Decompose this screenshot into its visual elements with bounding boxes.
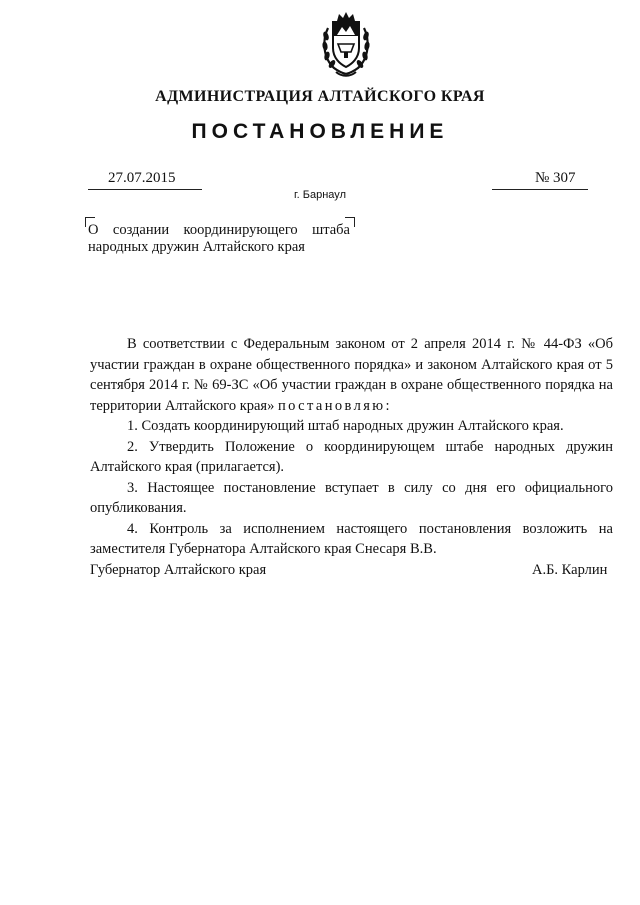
signatory-title: Губернатор Алтайского края bbox=[90, 562, 267, 578]
signatory-name: А.Б. Карлин bbox=[532, 562, 608, 578]
subject-word: штаба bbox=[312, 222, 350, 238]
document-body bbox=[90, 334, 613, 560]
decree-item: 4. Контроль за исполнением настоящего постановления возложить на заместителя Губернатора Алтайского края Снесаря В.В. bbox=[90, 520, 613, 557]
subject-word: создании bbox=[112, 222, 170, 238]
decree-word: постановляю: bbox=[277, 397, 392, 414]
organization-name: АДМИНИСТРАЦИЯ АЛТАЙСКОГО КРАЯ bbox=[155, 88, 485, 105]
preamble-paragraph bbox=[90, 334, 613, 416]
subject-word: О bbox=[88, 222, 99, 238]
city-label: г. Барнаул bbox=[294, 189, 346, 201]
preamble-text: В соответствии с Федеральным законом от 2 апреля 2014 г. № 44-ФЗ «Об участии граждан в охране общественного порядка» и законом Алтайского края от 5 сентября 2014 г. № 69-ЗС «Об участии граждан в охране общественного порядка на территории Алтайского края» bbox=[90, 336, 613, 414]
subject-block bbox=[88, 222, 350, 256]
decree-item: 1. Создать координирующий штаб народных дружин Алтайского края. bbox=[127, 418, 564, 434]
subject-line-1 bbox=[88, 222, 350, 239]
subject-line-2: народных дружин Алтайского края bbox=[88, 239, 305, 255]
document-type-title: ПОСТАНОВЛЕНИЕ bbox=[191, 120, 449, 143]
decree-item: 3. Настоящее постановление вступает в силу со дня его официального опубликования. bbox=[90, 479, 613, 516]
document-number: № 307 bbox=[535, 170, 576, 186]
decree-item: 2. Утвердить Положение о координирующем штабе народных дружин Алтайского края (прилагается). bbox=[90, 438, 613, 475]
subject-word: координирующего bbox=[183, 222, 298, 238]
coat-of-arms-icon bbox=[318, 10, 374, 80]
document-date: 27.07.2015 bbox=[108, 170, 176, 186]
